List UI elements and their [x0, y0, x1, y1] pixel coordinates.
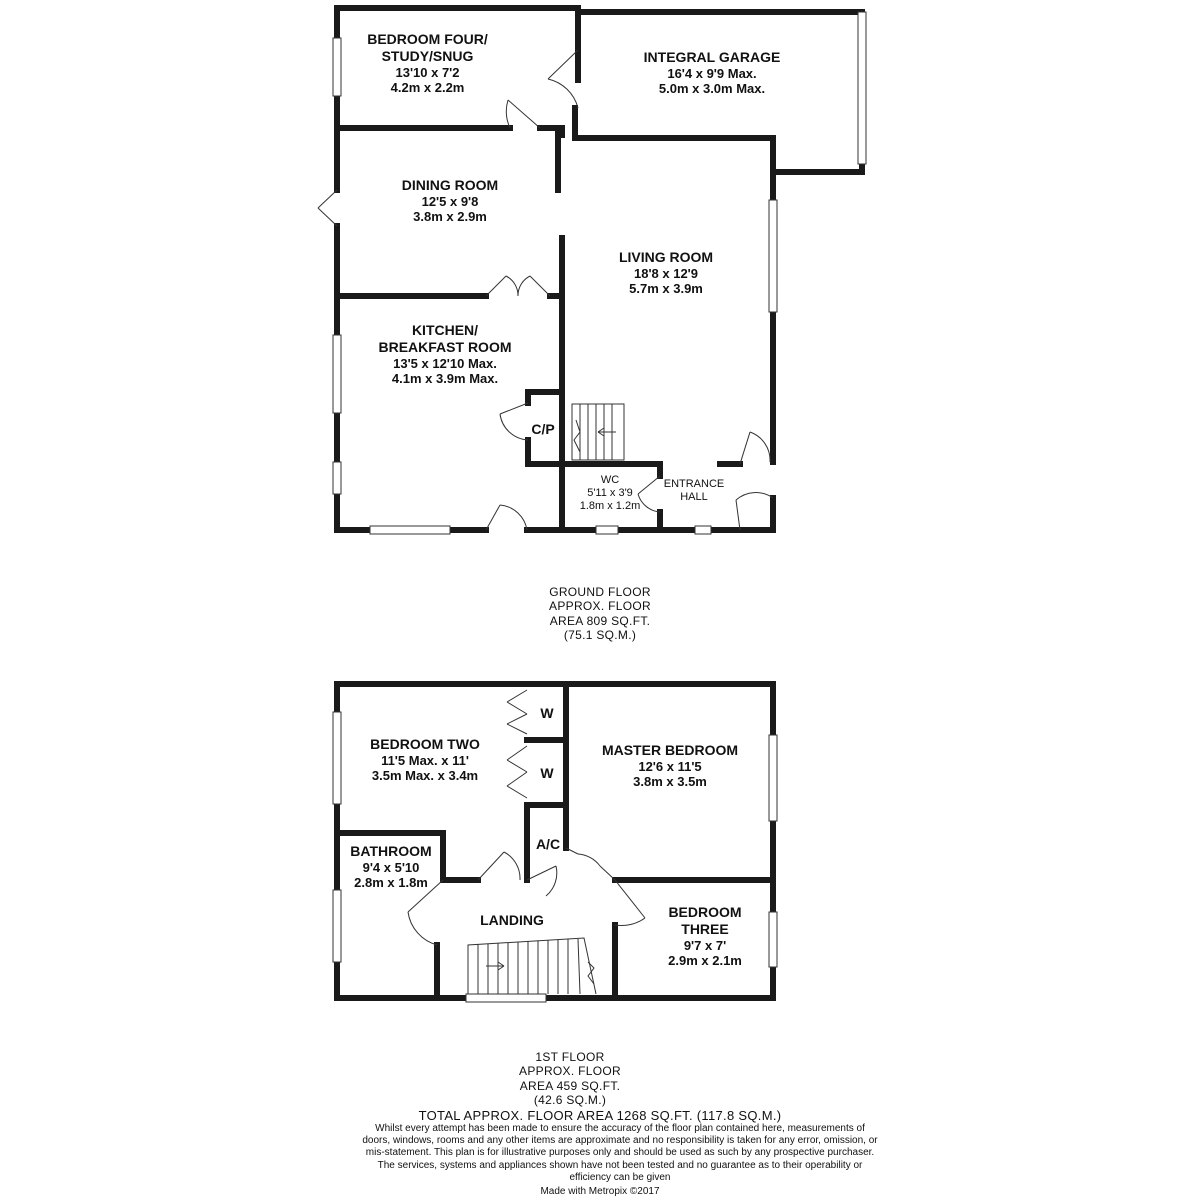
room-name: W: [540, 705, 554, 721]
room-imperial: 13'10 x 7'2: [395, 64, 460, 80]
room-metric: 4.2m x 2.2m: [390, 80, 465, 96]
room-integral-garage: [612, 49, 812, 97]
area-line: GROUND FLOOR: [549, 585, 651, 599]
area-line: AREA 459 SQ.FT.: [519, 1078, 621, 1093]
room-metric: 3.8m x 3.5m: [633, 774, 707, 790]
room-wardrobe-1: [532, 705, 562, 722]
area-line: (75.1 SQ.M.): [563, 628, 637, 643]
room-name: A/C: [535, 836, 561, 852]
area-line: APPROX. FLOOR: [549, 599, 651, 614]
area-line: AREA 809 SQ.FT.: [549, 613, 651, 628]
room-imperial: 12'6 x 11'5: [638, 758, 702, 774]
room-metric: 5.0m x 3.0m Max.: [658, 81, 766, 97]
room-name: WC: [600, 474, 620, 486]
room-name: BREAKFAST ROOM: [378, 338, 512, 355]
room-name: BEDROOM TWO: [370, 736, 480, 752]
room-metric: 5.7m x 3.9m: [629, 281, 703, 297]
room-bedroom-three: [640, 904, 770, 969]
room-imperial: 9'4 x 5'10: [362, 859, 420, 875]
room-imperial: 5'11 x 3'9: [587, 487, 633, 500]
room-metric: 3.5m Max. x 3.4m: [371, 768, 479, 784]
room-imperial: 18'8 x 12'9: [633, 265, 699, 281]
ground-floor-stairs: [572, 404, 624, 460]
room-kitchen: [345, 322, 545, 387]
room-bathroom: [342, 843, 440, 891]
room-metric: 2.8m x 1.8m: [354, 875, 428, 891]
area-line: (42.6 SQ.M.): [533, 1093, 607, 1108]
ground-floor-area: [500, 585, 700, 643]
room-imperial: 13'5 x 12'10 Max.: [393, 355, 497, 371]
room-imperial: 9'7 x 7': [683, 937, 727, 953]
area-line: APPROX. FLOOR: [519, 1064, 621, 1079]
room-name: BEDROOM: [668, 904, 742, 920]
room-name: KITCHEN/: [411, 322, 479, 338]
area-line: 1ST FLOOR: [535, 1050, 605, 1064]
room-name: ENTRANCE: [663, 478, 725, 490]
room-landing: [470, 912, 554, 929]
room-name: MASTER BEDROOM: [601, 742, 739, 758]
room-ac: [530, 836, 566, 853]
room-entrance-hall: [652, 478, 736, 504]
room-name: BATHROOM: [350, 843, 432, 859]
room-imperial: 12'5 x 9'8: [421, 193, 479, 209]
room-wardrobe-2: [532, 765, 562, 782]
room-name: W: [540, 765, 554, 781]
room-name: DINING ROOM: [401, 177, 499, 193]
room-name: C/P: [531, 421, 555, 437]
room-name: HALL: [680, 491, 708, 504]
room-living: [586, 249, 746, 297]
room-bedroom-four: [345, 31, 510, 96]
first-floor-area: [470, 1050, 670, 1108]
room-wc: [560, 474, 660, 514]
made-with-credit: Made with Metropix ©2017: [540, 1186, 660, 1197]
room-metric: 4.1m x 3.9m Max.: [391, 371, 499, 387]
room-metric: 1.8m x 1.2m: [579, 500, 641, 513]
room-bedroom-two: [350, 736, 500, 784]
room-name: INTEGRAL GARAGE: [643, 49, 781, 65]
disclaimer-text: Whilst every attempt has been made to ensure the accuracy of the floor plan contained here, measurements of doors, windows, rooms and any other items are approximate and no responsibility is taken for any error, omission, or mis-statement. This plan is for illustrative purposes only and should be used as such by any prospective purchaser. The services, systems and appliances shown have not been tested and no guarantee as to their operability or efficiency can be given: [362, 1123, 878, 1183]
room-metric: 3.8m x 2.9m: [413, 209, 487, 225]
room-cp: [524, 421, 562, 438]
room-name: THREE: [681, 920, 729, 937]
room-imperial: 16'4 x 9'9 Max.: [667, 65, 757, 81]
total-floor-area: TOTAL APPROX. FLOOR AREA 1268 SQ.FT. (117.8 SQ.M.): [418, 1108, 782, 1123]
room-name: LIVING ROOM: [618, 249, 714, 265]
room-dining: [370, 177, 530, 225]
room-master-bedroom: [580, 742, 760, 790]
room-imperial: 11'5 Max. x 11': [381, 752, 469, 768]
room-metric: 2.9m x 2.1m: [668, 953, 742, 969]
room-name: LANDING: [480, 912, 544, 928]
room-name: STUDY/SNUG: [381, 47, 474, 64]
room-name: BEDROOM FOUR/: [367, 31, 488, 47]
first-floor-stairs: [468, 938, 596, 994]
